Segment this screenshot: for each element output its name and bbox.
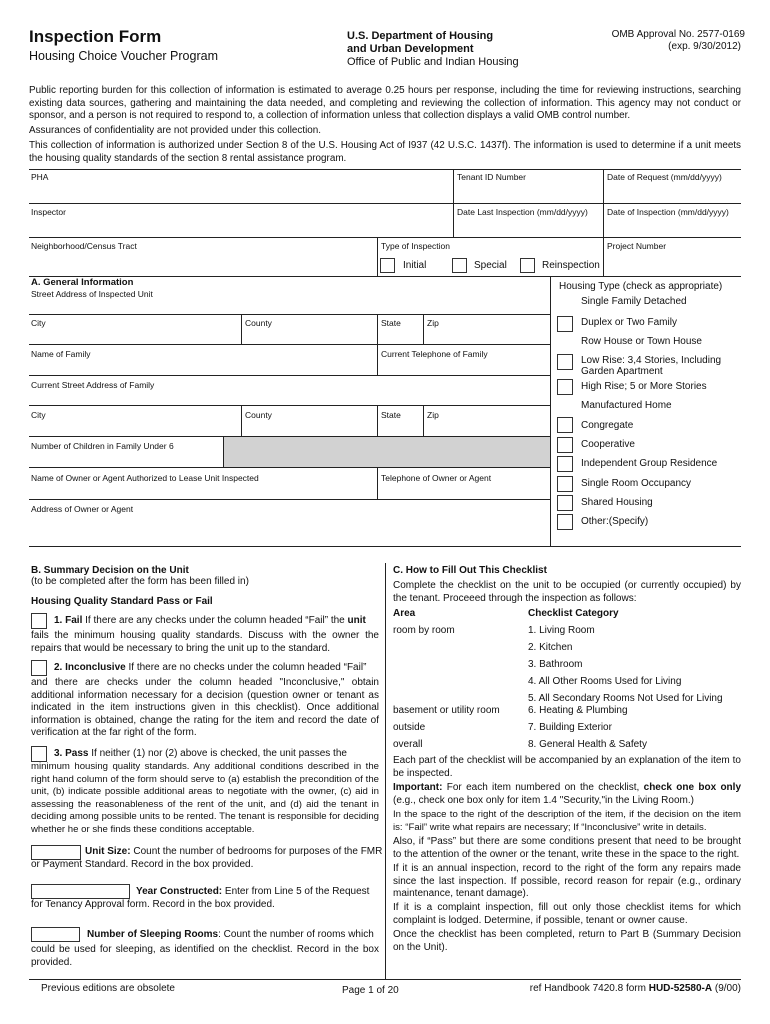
sleeping-rooms-heading: Number of Sleeping Rooms xyxy=(87,929,219,940)
omb-number: OMB Approval No. 2577-0169 xyxy=(611,29,745,40)
burden-statement: Public reporting burden for this collection of information is estimated to average 0.25 hours per response, including the time for reviewing instructions, searching existing data sources, gathering and maintaining the data needed, and completing and reviewing the collection of information. This agency may not conduct or sponsor, and a person is not required to respond to, a collection of information unless that collection displays a valid OMB control number. xyxy=(29,85,741,122)
sro-checkbox[interactable] xyxy=(557,476,573,492)
confidentiality-statement: Assurances of confidentiality are not provided under this collection. xyxy=(29,125,322,136)
tenant-id-label: Tenant ID Number xyxy=(457,172,526,182)
area-cell: room by room xyxy=(393,625,455,636)
year-constructed-text1: Enter from Line 5 of the Request xyxy=(224,886,370,897)
fail-heading: 1. Fail xyxy=(54,615,83,626)
inconclusive-heading: 2. Inconclusive xyxy=(54,662,126,673)
important-note xyxy=(393,782,741,807)
congregate-checkbox[interactable] xyxy=(557,417,573,433)
special-label: Special xyxy=(474,260,507,271)
agency-line3: Office of Public and Indian Housing xyxy=(347,56,519,68)
category-heading: Checklist Category xyxy=(528,608,619,619)
date-inspection-label: Date of Inspection (mm/dd/yyyy) xyxy=(607,207,729,217)
pass-text2: minimum housing quality standards. Any additional conditions described in the right hand column of the form should serve to (a) establish the precondition of the unit, (b) indicate possible additional areas to negotiate with the owner, (c) aid in assessing the reasonableness of the rent of the unit, and (d) aid the tenant in deciding among possible units to be rented. The tenant is responsible for deciding whether he or she finds these conditions acceptable. xyxy=(31,761,379,835)
category-cell: 5. All Secondary Rooms Not Used for Living xyxy=(528,693,723,704)
project-number-label: Project Number xyxy=(607,241,667,251)
year-constructed-text2: for Tenancy Approval form. Record in the box provided. xyxy=(31,899,275,910)
form-date: (9/00) xyxy=(714,983,741,994)
duplex-checkbox[interactable] xyxy=(557,316,573,332)
neighborhood-label: Neighborhood/Census Tract xyxy=(31,241,137,251)
high-rise-checkbox[interactable] xyxy=(557,379,573,395)
pass-text1: If neither (1) nor (2) above is checked, the unit passes the xyxy=(91,748,347,759)
street-label: Street Address of Inspected Unit xyxy=(31,289,153,299)
state-label: State xyxy=(381,318,401,328)
housing-type-label: Independent Group Residence xyxy=(581,458,718,469)
family-county-label: County xyxy=(245,410,272,420)
city-label: City xyxy=(31,318,46,328)
category-cell: 3. Bathroom xyxy=(528,659,583,670)
category-cell: 6. Heating & Plumbing xyxy=(528,705,628,716)
year-constructed-heading: Year Constructed: xyxy=(136,886,223,897)
omb-expiration: (exp. 9/30/2012) xyxy=(668,41,741,52)
pass-first-line xyxy=(54,748,379,761)
agency-line1: U.S. Department of Housing xyxy=(347,30,494,42)
date-request-label: Date of Request (mm/dd/yyyy) xyxy=(607,172,722,182)
area-heading: Area xyxy=(393,608,416,619)
unit-size-input[interactable] xyxy=(31,845,81,860)
fail-first-line xyxy=(54,615,379,628)
section-b-title: B. Summary Decision on the Unit xyxy=(31,565,189,576)
inconclusive-text2: and there are checks under the column headed "Inconclusive," obtain additional information necessary for a decision (question owner or tenant as indicated in the item instructions given in this checklist). Once additional information is obtained, change the rating for the item and record the date of verification at the far right of the form. xyxy=(31,677,379,739)
pha-label: PHA xyxy=(31,172,49,182)
section-a-title: A. General Information xyxy=(31,277,134,288)
owner-phone-label: Telephone of Owner or Agent xyxy=(381,473,492,483)
reinspection-label: Reinspection xyxy=(542,260,600,271)
owner-name-label: Name of Owner or Agent Authorized to Lease Unit Inspected xyxy=(31,473,259,483)
housing-type-label: Congregate xyxy=(581,420,634,431)
completion-note: Once the checklist has been completed, return to Part B (Summary Decision on the Unit). xyxy=(393,929,741,953)
housing-type-label: Manufactured Home xyxy=(581,400,672,411)
housing-type-label: Single Room Occupancy xyxy=(581,478,692,489)
pass-heading: 3. Pass xyxy=(54,748,89,759)
category-cell: 1. Living Room xyxy=(528,625,595,636)
date-last-inspection-label: Date Last Inspection (mm/dd/yyyy) xyxy=(457,207,588,217)
reinspection-checkbox[interactable] xyxy=(520,258,535,273)
agency-line2: and Urban Development xyxy=(347,43,474,55)
section-b-subtitle: (to be completed after the form has been filled in) xyxy=(31,576,249,587)
fail-checkbox[interactable] xyxy=(31,613,47,629)
initial-checkbox[interactable] xyxy=(380,258,395,273)
housing-type-label: Single Family Detached xyxy=(581,296,687,307)
housing-type-label-cont: Garden Apartment xyxy=(581,366,663,377)
housing-type-label: Low Rise: 3,4 Stories, Including xyxy=(581,355,722,366)
group-residence-checkbox[interactable] xyxy=(557,456,573,472)
housing-type-label: Other:(Specify) xyxy=(581,516,649,527)
area-cell: basement or utility room xyxy=(393,705,500,716)
zip-label: Zip xyxy=(427,318,439,328)
unit-size-text1: Count the number of bedrooms for purposes of the FMR xyxy=(133,846,383,857)
sleeping-rooms-text2: could be used for sleeping, as identified on the checklist. Record in the box provided. xyxy=(31,944,379,968)
family-state-label: State xyxy=(381,410,401,420)
form-number: HUD-52580-A xyxy=(648,983,713,994)
shaded-block xyxy=(224,437,550,467)
housing-type-label: Shared Housing xyxy=(581,497,653,508)
family-city-label: City xyxy=(31,410,46,420)
family-street-label: Current Street Address of Family xyxy=(31,380,155,390)
annual-inspection-note: If it is an annual inspection, record to the right of the form any repairs made since the last inspection. If possible, record reason for repair (e.g., ordinary maintenance, tenant damage). xyxy=(393,863,741,900)
year-constructed-line xyxy=(136,886,369,899)
handbook-ref: ref Handbook 7420.8 form xyxy=(529,983,646,994)
housing-type-title: Housing Type (check as appropriate) xyxy=(559,281,723,292)
unit-size-line xyxy=(85,846,382,859)
inconclusive-first-line xyxy=(54,662,379,675)
children-label: Number of Children in Family Under 6 xyxy=(31,441,174,451)
important-text-a: For each item numbered on the checklist, xyxy=(446,782,640,793)
initial-label: Initial xyxy=(403,260,427,271)
category-cell: 8. General Health & Safety xyxy=(528,739,647,750)
low-rise-checkbox[interactable] xyxy=(557,354,573,370)
housing-type-label: Cooperative xyxy=(581,439,635,450)
fail-text1: If there are any checks under the column headed “Fail” the xyxy=(85,615,345,626)
unit-size-heading: Unit Size: xyxy=(85,846,131,857)
sleeping-rooms-line xyxy=(87,929,374,942)
important-text-b: (e.g., check one box only for item 1.4 "Security,"in the Living Room.) xyxy=(393,794,694,806)
inspector-label: Inspector xyxy=(31,207,66,217)
complaint-inspection-note: If it is a complaint inspection, fill out only those checklist items for which complaint is lodged. Determine, if possible, tenant or owner cause. xyxy=(393,902,741,926)
shared-housing-checkbox[interactable] xyxy=(557,495,573,511)
inconclusive-checkbox[interactable] xyxy=(31,660,47,676)
type-inspection-label: Type of Inspection xyxy=(381,241,450,251)
family-name-label: Name of Family xyxy=(31,349,91,359)
category-cell: 7. Building Exterior xyxy=(528,722,612,733)
cooperative-checkbox[interactable] xyxy=(557,437,573,453)
form-reference xyxy=(500,983,741,994)
section-c-title: C. How to Fill Out This Checklist xyxy=(393,565,547,576)
pass-checkbox[interactable] xyxy=(31,746,47,762)
important-bold: check one box only xyxy=(643,782,742,793)
section-c-intro: Complete the checklist on the unit to be occupied (or currently occupied) by the tenant. Proceeed through the inspection as follows: xyxy=(393,580,741,604)
important-heading: Important: xyxy=(393,782,443,793)
checklist-explanation: Each part of the checklist will be accompanied by an explanation of the item to be inspected. xyxy=(393,755,741,779)
area-cell: outside xyxy=(393,722,426,733)
footer-obsolete: Previous editions are obsolete xyxy=(41,983,175,994)
other-checkbox[interactable] xyxy=(557,514,573,530)
fail-inconclusive-note: In the space to the right of the description of the item, if the decision on the item is: “Fail” write what repairs are necessary; If “Inconclusive” write in details. xyxy=(393,809,741,833)
fail-unit: unit xyxy=(347,615,366,626)
pass-note: Also, if “Pass” but there are some conditions present that need to be brought to the attention of the owner or the tenant, write these in the space to the right. xyxy=(393,836,741,860)
housing-type-label: Duplex or Two Family xyxy=(581,317,677,328)
fail-text2: fails the minimum housing quality standards. Discuss with the owner the repairs that would be necessary to bring the unit up to the standard. xyxy=(31,630,379,654)
owner-address-label: Address of Owner or Agent xyxy=(31,504,134,514)
county-label: County xyxy=(245,318,272,328)
special-checkbox[interactable] xyxy=(452,258,467,273)
hqs-title: Housing Quality Standard Pass or Fail xyxy=(31,596,213,607)
inconclusive-text1: If there are no checks under the column headed “Fail” xyxy=(128,662,367,673)
category-cell: 2. Kitchen xyxy=(528,642,573,653)
year-constructed-input[interactable] xyxy=(31,884,130,899)
category-cell: 4. All Other Rooms Used for Living xyxy=(528,676,682,687)
unit-size-text2: or Payment Standard. Record in the box provided. xyxy=(31,859,254,870)
family-zip-label: Zip xyxy=(427,410,439,420)
program-subtitle: Housing Choice Voucher Program xyxy=(29,49,218,63)
form-title: Inspection Form xyxy=(29,27,162,46)
housing-type-label: Row House or Town House xyxy=(581,336,702,347)
sleeping-rooms-text1: : Count the number of rooms which xyxy=(218,929,374,940)
area-cell: overall xyxy=(393,739,423,750)
housing-type-label: High Rise; 5 or More Stories xyxy=(581,381,707,392)
sleeping-rooms-input[interactable] xyxy=(31,927,80,942)
family-phone-label: Current Telephone of Family xyxy=(381,349,488,359)
page-number: Page 1 of 20 xyxy=(342,985,399,996)
authority-statement: This collection of information is authorized under Section 8 of the U.S. Housing Act of I937 (42 U.S.C. 1437f). The information is used to determine if a unit meets the housing quality standards of the section 8 rental assistance program. xyxy=(29,140,741,164)
